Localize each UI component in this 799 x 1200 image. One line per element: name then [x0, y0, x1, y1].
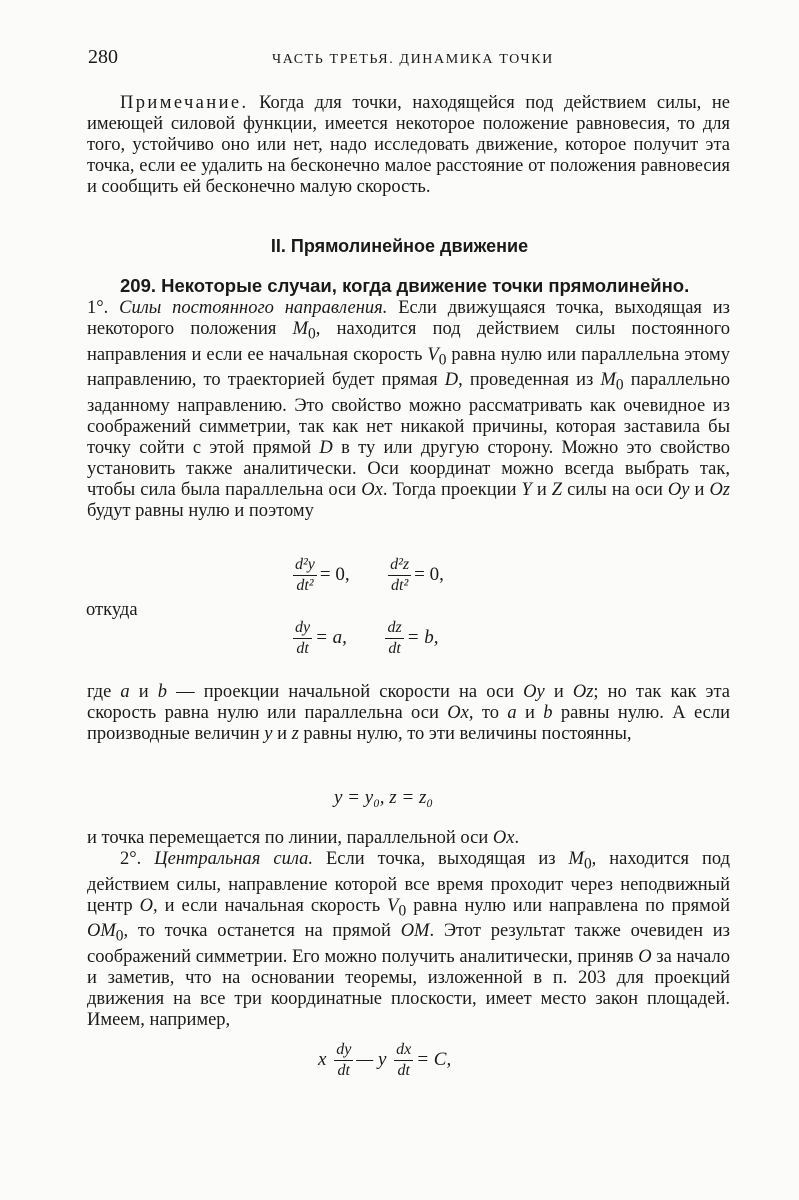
article-text-4: 2°. Центральная сила. Если точка, выходящая из $M_0$, находится под действием силы, направление которой все время проходит через неподвижный центр O, и если начальная скорость $V_0$ равна нулю или направлена по прямой $OM_0$, то точка останется на прямой OM. Этот результат также очевиден из соображений симметрии. Его можно получить аналитически, приняв O за начало и заметив, что на основании теоремы, изложенной в п. 203 для проекций движения на все три координатные плоскости, имеет место закон площадей. Имеем, например, [87, 849, 730, 1031]
fraction: $\frac{\text{d²z}}{\text{dt²}}$ [390, 556, 410, 594]
equation-second-derivatives: $\frac{\text{d²y}}{\text{dt²}}$ = 0, $\frac{\text{d²z}}{\text{dt²}}$ = 0, [295, 556, 444, 594]
fraction: $\frac{dy}{dt}$ [336, 1041, 352, 1079]
article-paragraph-3 [87, 828, 730, 1031]
equation-area-law: x $\frac{dy}{dt}$ — y $\frac{dx}{dt}$ = C, [318, 1041, 452, 1079]
note-word: Примечание. [120, 93, 249, 113]
equation-first-derivatives: $\frac{dy}{dt}$ = a, $\frac{dz}{dt}$ = b, [295, 619, 439, 657]
note-paragraph [87, 93, 730, 198]
word-otkuda: откуда [86, 600, 138, 620]
fraction: $\frac{dx}{dt}$ [396, 1041, 412, 1079]
article-text-2: где a и b — проекции начальной скорости на оси Oy и Oz; но так как эта скорость равна нулю или параллельна оси Ox, то a и b равны нулю. А если производные величин y и z равны нулю, то эти величины постоянны, [87, 682, 731, 744]
running-title: ЧАСТЬ ТРЕТЬЯ. ДИНАМИКА ТОЧКИ [272, 52, 554, 67]
equation-constants: y = y₀, z = z₀ [334, 787, 434, 808]
article-text-1: 1°. Силы постоянного направления. Если движущаяся точка, выходящая из некоторого положения $M_0$, находится под действием силы постоянного направления и если ее начальная скорость $V_0$ равна нулю или параллельна этому направлению, то траекторией будет прямая D, проведенная из $M_0$ параллельно заданному направлению. Это свойство можно рассматривать как очевидное из соображений симметрии, так как нет никакой причины, которая заставила бы точку сойти с этой прямой D в ту или другую сторону. Можно это свойство установить также аналитически. Оси координат можно всегда выбрать так, чтобы сила была параллельна оси Ox. Тогда проекции Y и Z силы на оси Oy и Oz будут равны нулю и поэтому [87, 298, 730, 522]
note-text: Когда для точки, находящейся под действием силы, не имеющей силовой функции, имеется некоторое положение равновесия, то для того, устойчиво оно или нет, надо исследовать движение, которое получит эта точка, если ее удалить на бесконечно малое расстояние от положения равновесия и сообщить ей бесконечно малую скорость. [87, 93, 730, 197]
article-title: 209. Некоторые случаи, когда движение точки прямолинейно. [120, 275, 690, 296]
article-paragraph-2 [87, 682, 730, 745]
article-paragraph-1 [87, 275, 730, 522]
fraction: $\frac{dy}{dt}$ [295, 619, 311, 657]
section-title: II. Прямолинейное движение [270, 236, 529, 256]
fraction: $\frac{\text{d²y}}{\text{dt²}}$ [295, 556, 315, 594]
article-text-3: и точка перемещается по линии, параллельной оси Ox. [87, 828, 520, 848]
fraction: $\frac{dz}{dt}$ [387, 619, 402, 657]
page-number: 280 [88, 46, 118, 68]
